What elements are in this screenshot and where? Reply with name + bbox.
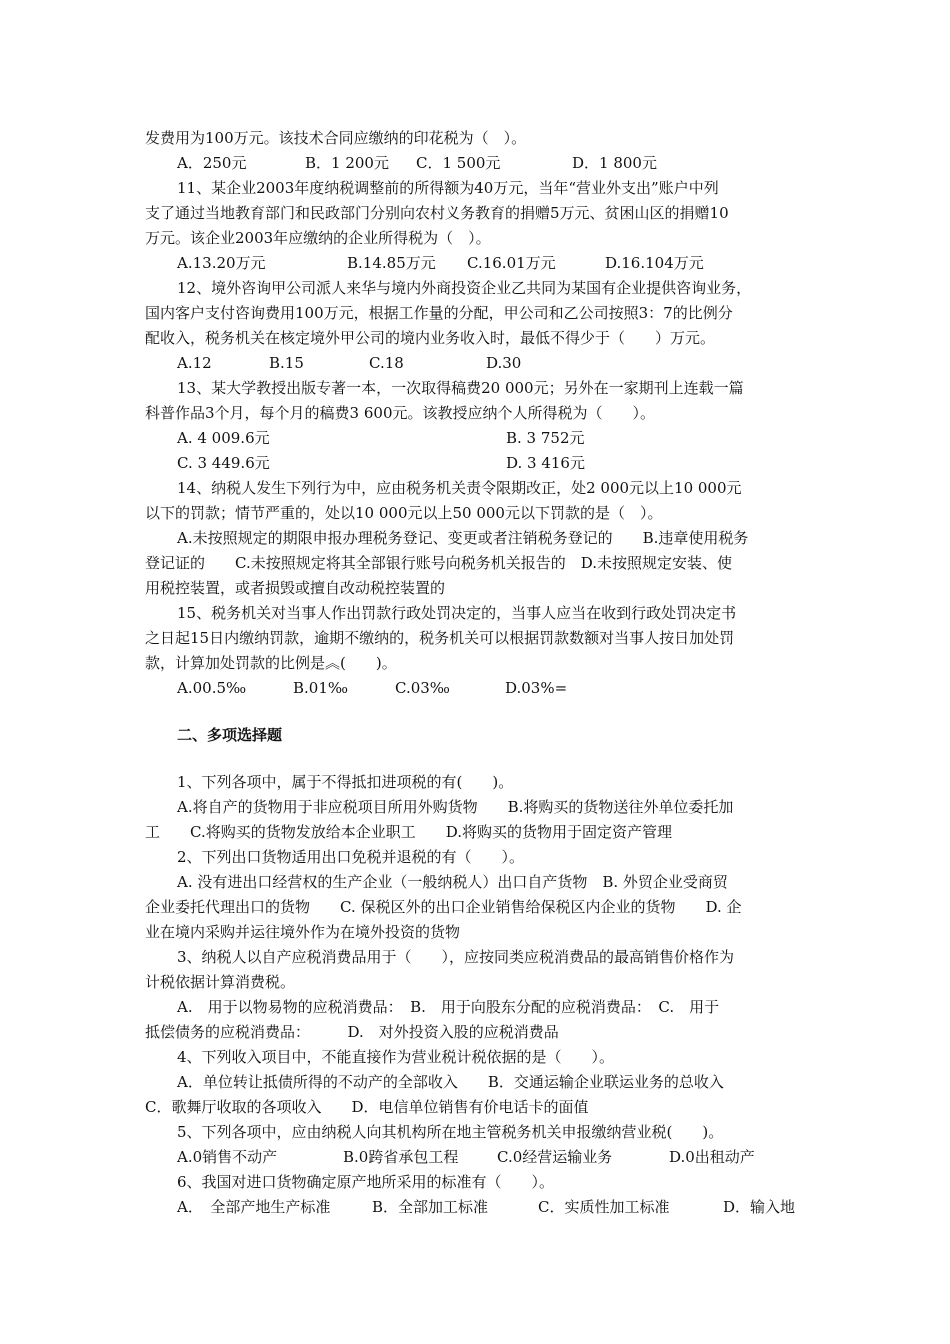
question-13-line: 科普作品3个月，每个月的稿费3 600元。该教授应纳个人所得税为（ ）。 bbox=[145, 404, 655, 422]
question-12-options bbox=[145, 351, 810, 376]
question-14-line: A.未按照规定的期限申报办理税务登记、变更或者注销税务登记的 B.违章使用税务 bbox=[177, 529, 749, 547]
mq-6-options bbox=[145, 1195, 810, 1220]
option-a: A. 4 009.6元 bbox=[177, 429, 270, 447]
question-13-line: 13、某大学教授出版专著一本，一次取得稿费20 000元；另外在一家期刊上连载一篇 bbox=[177, 379, 744, 397]
option-c: C.03‰ bbox=[395, 679, 450, 697]
question-11-line: 支了通过当地教育部门和民政部门分别向农村义务教育的捐赠5万元、贫困山区的捐赠10 bbox=[145, 204, 729, 222]
option-a: A.00.5‰ bbox=[177, 679, 247, 697]
mq-3-line: 抵偿债务的应税消费品： D. 对外投资入股的应税消费品 bbox=[145, 1023, 559, 1041]
mq-3-line: 计税依据计算消费税。 bbox=[145, 973, 296, 991]
option-c: C．1 500元 bbox=[416, 154, 501, 172]
mq-2-line: 2、下列出口货物适用出口免税并退税的有（ ）。 bbox=[177, 848, 525, 866]
option-b: B.01‰ bbox=[293, 679, 349, 697]
option-a: A.0销售不动产 bbox=[177, 1148, 278, 1166]
option-b: B.14.85万元 bbox=[347, 254, 436, 272]
option-c: C.18 bbox=[369, 354, 404, 372]
document-content bbox=[145, 126, 810, 1220]
option-a: A．250元 bbox=[177, 154, 247, 172]
mq-3-line: A. 用于以物易物的应税消费品： B. 用于向股东分配的应税消费品： C. 用于 bbox=[177, 998, 720, 1016]
option-d: D.0出租动产 bbox=[669, 1148, 755, 1166]
question-15-line: 款，计算加处罚款的比例是︽( )。 bbox=[145, 654, 397, 672]
question-13-options-row-1 bbox=[145, 426, 810, 451]
mq-2-line: A. 没有进出口经营权的生产企业（一般纳税人）出口自产货物 B. 外贸企业受商贸 bbox=[177, 873, 728, 891]
question-15-options bbox=[145, 676, 810, 701]
mq-4-line: 4、下列收入项目中，不能直接作为营业税计税依据的是（ ）。 bbox=[177, 1048, 615, 1066]
option-b: B.15 bbox=[269, 354, 304, 372]
question-14-line: 用税控装置，或者损毁或擅自改动税控装置的 bbox=[145, 579, 446, 597]
option-b: B．全部加工标准 bbox=[372, 1198, 489, 1216]
question-14-line: 登记证的 C.未按照规定将其全部银行账号向税务机关报告的 D.未按照规定安装、使 bbox=[145, 554, 732, 572]
question-14-line: 14、纳税人发生下列行为中，应由税务机关责令限期改正，处2 000元以上10 000元 bbox=[177, 479, 742, 497]
mq-6-line: 6、我国对进口货物确定原产地所采用的标准有（ ）。 bbox=[177, 1173, 555, 1191]
option-a: A.12 bbox=[177, 354, 212, 372]
text-line: 发费用为100万元。该技术合同应缴纳的印花税为（ ）。 bbox=[145, 129, 527, 147]
option-b: B．1 200元 bbox=[305, 154, 389, 172]
question-11-line: 万元。该企业2003年应缴纳的企业所得税为（ ）。 bbox=[145, 229, 491, 247]
option-d: D．1 800元 bbox=[572, 154, 657, 172]
question-12-line: 国内客户支付咨询费用100万元，根据工作量的分配，甲公司和乙公司按照3：7的比例分 bbox=[145, 304, 733, 322]
option-a: A． 全部产地生产标准 bbox=[177, 1198, 331, 1216]
mq-1-line: A.将自产的货物用于非应税项目所用外购货物 B.将购买的货物送往外单位委托加 bbox=[177, 798, 734, 816]
spacer bbox=[145, 701, 810, 723]
option-d: D. 3 416元 bbox=[506, 454, 585, 472]
question-11-line: 11、某企业2003年度纳税调整前的所得额为40万元，当年“营业外支出”账户中列 bbox=[177, 179, 719, 197]
option-d: D.03%= bbox=[505, 679, 568, 697]
question-13-options-row-2 bbox=[145, 451, 810, 476]
spacer bbox=[145, 748, 810, 770]
question-15-line: 15、税务机关对当事人作出罚款行政处罚决定的，当事人应当在收到行政处罚决定书 bbox=[177, 604, 737, 622]
mq-5-options bbox=[145, 1145, 810, 1170]
section-heading: 二、多项选择题 bbox=[177, 726, 283, 744]
option-c: C．实质性加工标准 bbox=[538, 1198, 670, 1216]
mq-5-line: 5、下列各项中，应由纳税人向其机构所在地主管税务机关申报缴纳营业税( )。 bbox=[177, 1123, 724, 1141]
mq-2-line: 企业委托代理出口的货物 C. 保税区外的出口企业销售给保税区内企业的货物 D. 企 bbox=[145, 898, 742, 916]
mq-2-line: 业在境内采购并运往境外作为在境外投资的货物 bbox=[145, 923, 461, 941]
question-10-options bbox=[145, 151, 810, 176]
question-12-line: 配收入，税务机关在核定境外甲公司的境内业务收入时，最低不得少于（ ）万元。 bbox=[145, 329, 716, 347]
question-10-text bbox=[145, 126, 810, 151]
question-15-line: 之日起15日内缴纳罚款，逾期不缴纳的，税务机关可以根据罚款数额对当事人按日加处罚 bbox=[145, 629, 735, 647]
option-c: C.16.01万元 bbox=[467, 254, 556, 272]
mq-1-line: 1、下列各项中，属于不得抵扣进项税的有( )。 bbox=[177, 773, 514, 791]
mq-1-line: 工 C.将购买的货物发放给本企业职工 D.将购买的货物用于固定资产管理 bbox=[145, 823, 672, 841]
question-11-options bbox=[145, 251, 810, 276]
question-12-line: 12、境外咨询甲公司派人来华与境内外商投资企业乙共同为某国有企业提供咨询业务， bbox=[177, 279, 752, 297]
option-d: D.30 bbox=[486, 354, 522, 372]
mq-4-line: C．歌舞厅收取的各项收入 D．电信单位销售有价电话卡的面值 bbox=[145, 1098, 589, 1116]
option-b: B.0跨省承包工程 bbox=[343, 1148, 459, 1166]
option-d: D.16.104万元 bbox=[605, 254, 704, 272]
option-d: D．输入地 bbox=[723, 1198, 796, 1216]
question-14-line: 以下的罚款；情节严重的，处以10 000元以上50 000元以下罚款的是（ ）。 bbox=[145, 504, 663, 522]
option-c: C. 3 449.6元 bbox=[177, 454, 270, 472]
option-c: C.0经营运输业务 bbox=[497, 1148, 613, 1166]
mq-4-line: A．单位转让抵债所得的不动产的全部收入 B．交通运输企业联运业务的总收入 bbox=[177, 1073, 724, 1091]
option-b: B. 3 752元 bbox=[506, 429, 585, 447]
mq-3-line: 3、纳税人以自产应税消费品用于（ ），应按同类应税消费品的最高销售价格作为 bbox=[177, 948, 735, 966]
option-a: A.13.20万元 bbox=[177, 254, 266, 272]
